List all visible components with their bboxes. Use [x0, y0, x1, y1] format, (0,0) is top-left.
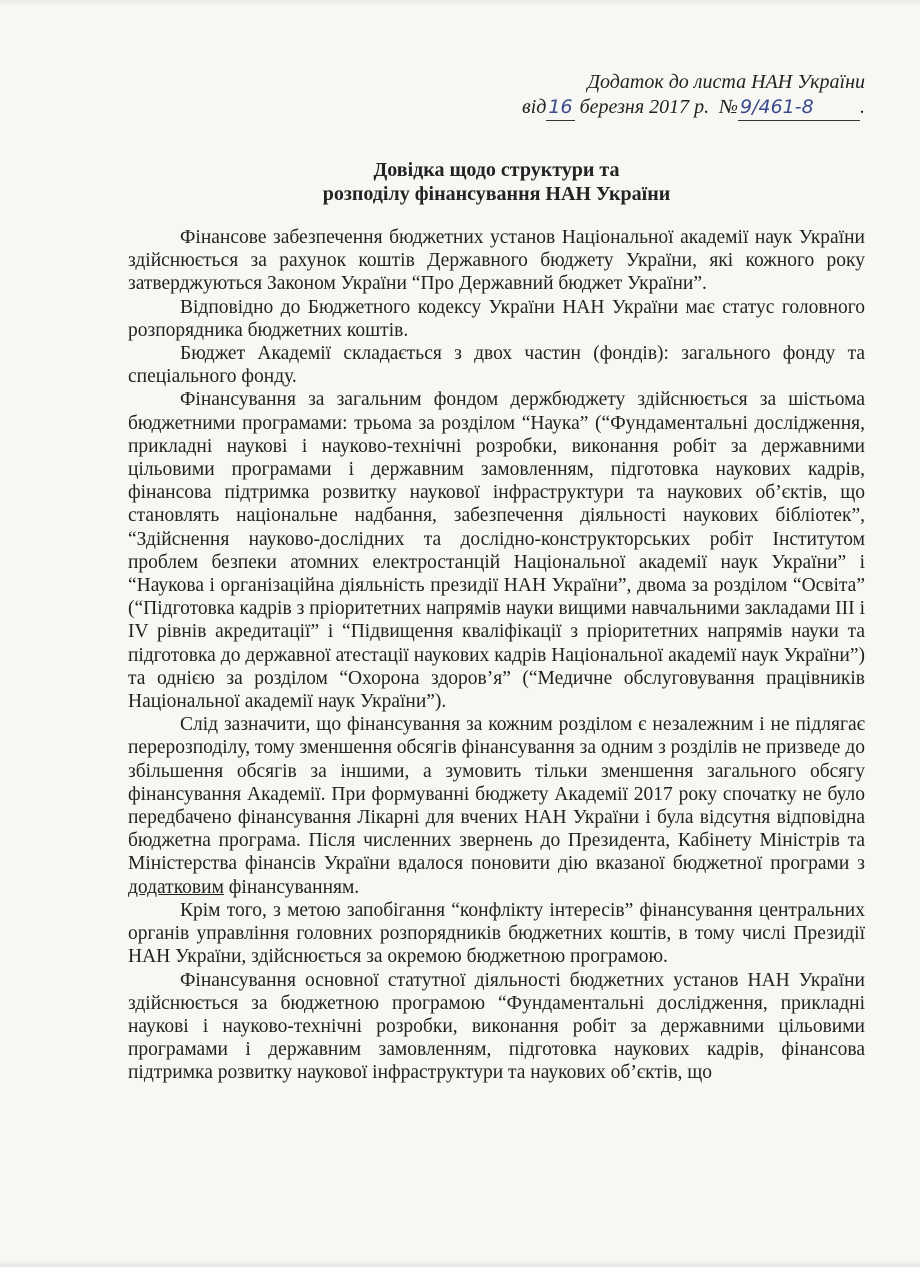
- header-line-2: [128, 95, 865, 121]
- page-edge-shadow-bottom: [0, 1259, 920, 1267]
- document-content: [128, 70, 865, 1085]
- handwritten-number: 9/461-8: [738, 95, 860, 121]
- underlined-word: додатковим: [128, 876, 224, 898]
- header-number-prefix: №: [719, 96, 738, 118]
- paragraph-4: Фінансування за загальним фондом держбюджету здійснюється за шістьома бюджетними програмами: трьома за розділом “Наука” (“Фундаментальні дослідження, прикладні наукові і науково-технічні розробки, виконання робіт за державними цільовими програмами і державним замовленням, підготовка наукових кадрів, фінансова підтримка розвитку наукової інфраструктури та наукових об’єктів, що становлять національне надбання, забезпечення діяльності наукових бібліотек”, “Здійснення науково-дослідних та дослідно-конструкторських робіт Інститутом проблем безпеки атомних електростанцій Національної академії наук України” і “Наукова і організаційна діяльність президії НАН України”, двома за розділом “Освіта” (“Підготовка кадрів з пріоритетних напрямів науки вищими навчальними закладами III і IV рівнів акредитації” і “Підвищення кваліфікації з пріоритетних напрямів науки та підготовка до державної атестації наукових кадрів Національної академії наук України”) та однією за розділом “Охорона здоров’я” (“Медичне обслуговування працівників Національної академії наук України”).: [128, 389, 865, 713]
- attachment-header: [128, 70, 865, 121]
- header-line-end: .: [860, 96, 865, 118]
- header-line-1: Додаток до листа НАН України: [587, 71, 865, 93]
- header-date-text: березня 2017 р.: [579, 96, 710, 118]
- paragraph-5-text: Слід зазначити, що фінансування за кожним розділом є незалежним і не підлягає перерозподілу, тому зменшення обсягів фінансування за одним з розділів не призведе до збільшення обсягів за іншими, а зумовить тільки зменшення загального обсягу фінансування Академії. При формуванні бюджету Академії 2017 року спочатку не було передбачено фінансування Лікарні для вчених НАН України і була відсутня відповідна бюджетна програма. Після численних звернень до Президента, Кабінету Міністрів та Міністерства фінансів України вдалося поновити дію вказаної бюджетної програми з: [128, 714, 865, 875]
- header-date-prefix: від: [522, 96, 547, 118]
- paragraph-7: Фінансування основної статутної діяльності бюджетних установ НАН України здійснюється за бюджетною програмою “Фундаментальні дослідження, прикладні наукові і науково-технічні розробки, виконання робіт за державними цільовими програмами і державним замовленням, підготовка наукових кадрів, фінансова підтримка розвитку наукової інфраструктури та наукових об’єктів, що: [128, 969, 865, 1084]
- document-title: [128, 158, 865, 206]
- paragraph-5: [128, 713, 865, 899]
- title-line-2: розподілу фінансування НАН України: [322, 183, 671, 205]
- paragraph-5-end: фінансуванням.: [223, 876, 360, 898]
- page-edge-shadow-top: [0, 0, 920, 6]
- paragraph-1: Фінансове забезпечення бюджетних установ Національної академії наук України здійснюється за рахунок коштів Державного бюджету України, які кожного року затверджуються Законом України “Про Державний бюджет України”.: [128, 227, 865, 295]
- handwritten-date: 16: [546, 95, 574, 121]
- title-line-1: Довідка щодо структури та: [373, 159, 620, 181]
- document-body: [128, 226, 865, 1085]
- paragraph-2: Відповідно до Бюджетного кодексу України НАН України має статус головного розпорядника бюджетних коштів.: [128, 296, 865, 341]
- paragraph-3: Бюджет Академії складається з двох частин (фондів): загального фонду та спеціального фонду.: [128, 343, 865, 388]
- paragraph-6: Крім того, з метою запобігання “конфлікту інтересів” фінансування центральних органів управління головних розпорядників бюджетних коштів, в тому числі Президії НАН України, здійснюється за окремою бюджетною програмою.: [128, 899, 865, 968]
